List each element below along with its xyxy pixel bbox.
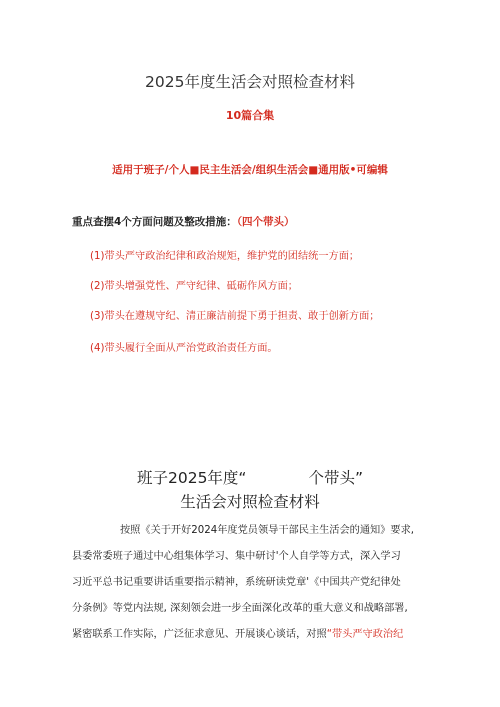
paragraph-line: 县委常委班子通过中心组集体学习、集中研讨'个人自学等方式，深入学习 [72, 551, 401, 562]
document-title-part-2: 个带头” [308, 469, 363, 487]
focus-item: (2)带头增强党性、严守纪律、砥砺作风方面； [90, 281, 298, 292]
cover-subtitle: 10篇合集 [225, 109, 275, 122]
focus-heading-accent: （四个带头） [236, 216, 295, 228]
document-title-line-1 [0, 466, 500, 488]
focus-heading-text: 重点查摆4个方面问题及整改措施： [72, 216, 237, 228]
paragraph-line-text: 紧密联系工作实际，广泛征求意见、开展谈心谈话，对照 [72, 629, 327, 640]
paragraph-line: 分条例》等党内法规, 深刻领会进一步全面深化改革的重大意义和战略部署, [72, 603, 408, 614]
paragraph-line: 习近平总书记重要讲话重要指示精神，系统研读党章'《中国共产党纪律处 [72, 577, 401, 588]
cover-title: 2025年度生活会对照检查材料 [145, 73, 355, 91]
paragraph-line [72, 625, 403, 640]
focus-heading [72, 214, 295, 229]
paragraph-line: 按照《关于开好2024年度党员领导干部民主生活会的通知》要求, [120, 525, 415, 536]
focus-item: (1)带头严守政治纪律和政治规矩，维护党的团结统一方面； [90, 251, 360, 262]
focus-item: (4)带头履行全面从严治党政治责任方面。 [90, 343, 278, 354]
document-title-part-1: 班子2025年度“ [136, 469, 247, 487]
cover-tagline: 适用于班子/个人■民主生活会/组织生活会■通用版•可编辑 [112, 164, 388, 176]
paragraph-red-text: “带头严守政治纪 [326, 629, 404, 640]
document-title-line-2: 生活会对照检查材料 [180, 493, 320, 511]
focus-item: (3)带头在遵规守纪、清正廉洁前提下勇于担责、敢于创新方面； [90, 311, 380, 322]
